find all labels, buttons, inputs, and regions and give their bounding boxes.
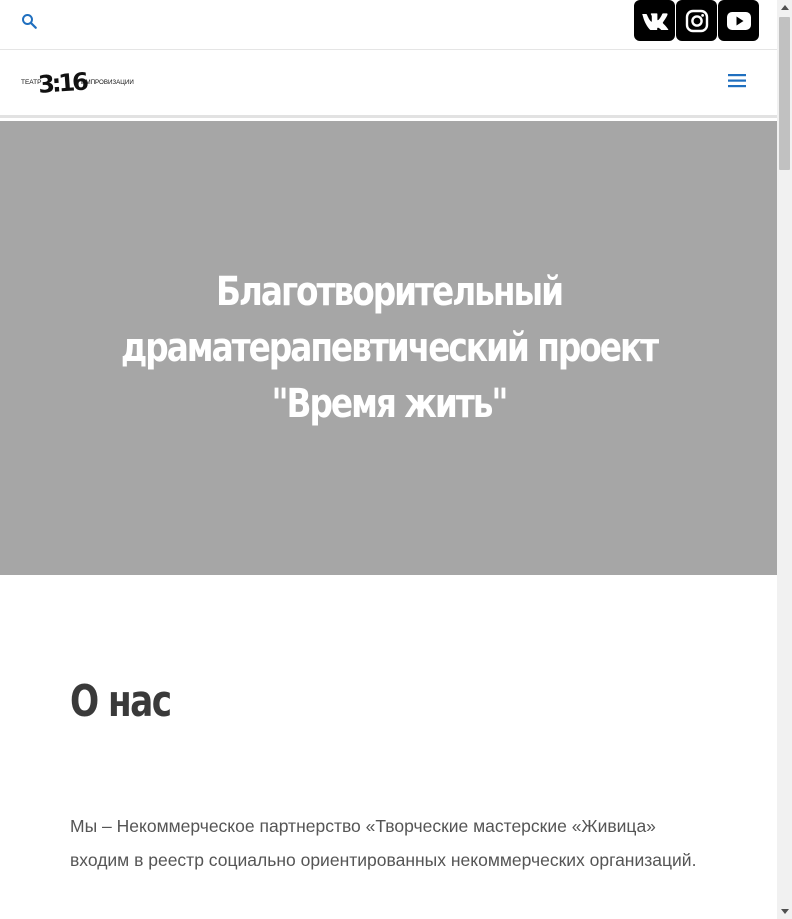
search-icon[interactable]	[20, 12, 38, 30]
hero-title: Благотворительный драматерапевтический проект "Время жить"	[120, 269, 657, 427]
vertical-scrollbar[interactable]	[777, 0, 792, 919]
scrollbar-thumb[interactable]	[779, 17, 790, 170]
social-links	[634, 0, 759, 41]
instagram-icon[interactable]	[676, 0, 717, 41]
site-header	[0, 50, 777, 118]
top-bar	[0, 0, 777, 50]
youtube-icon[interactable]	[718, 0, 759, 41]
scroll-down-arrow-icon[interactable]	[777, 904, 792, 919]
scroll-up-arrow-icon[interactable]	[777, 0, 792, 15]
hamburger-menu-icon[interactable]	[727, 72, 747, 90]
logo-left-text: ТЕАТР	[21, 79, 42, 86]
site-logo[interactable]	[21, 62, 139, 98]
about-heading: О нас	[70, 676, 171, 727]
hero-banner	[0, 121, 777, 575]
about-text: Мы – Некоммерческое партнерство «Творческие мастерские «Живица» входим в реестр социально ориентированных некоммерческих организаций.	[70, 816, 697, 870]
logo-mark: 3:16	[37, 67, 87, 98]
vk-icon[interactable]	[634, 0, 675, 41]
logo-right-text: ИМПРОВИЗАЦИИ	[81, 79, 134, 86]
